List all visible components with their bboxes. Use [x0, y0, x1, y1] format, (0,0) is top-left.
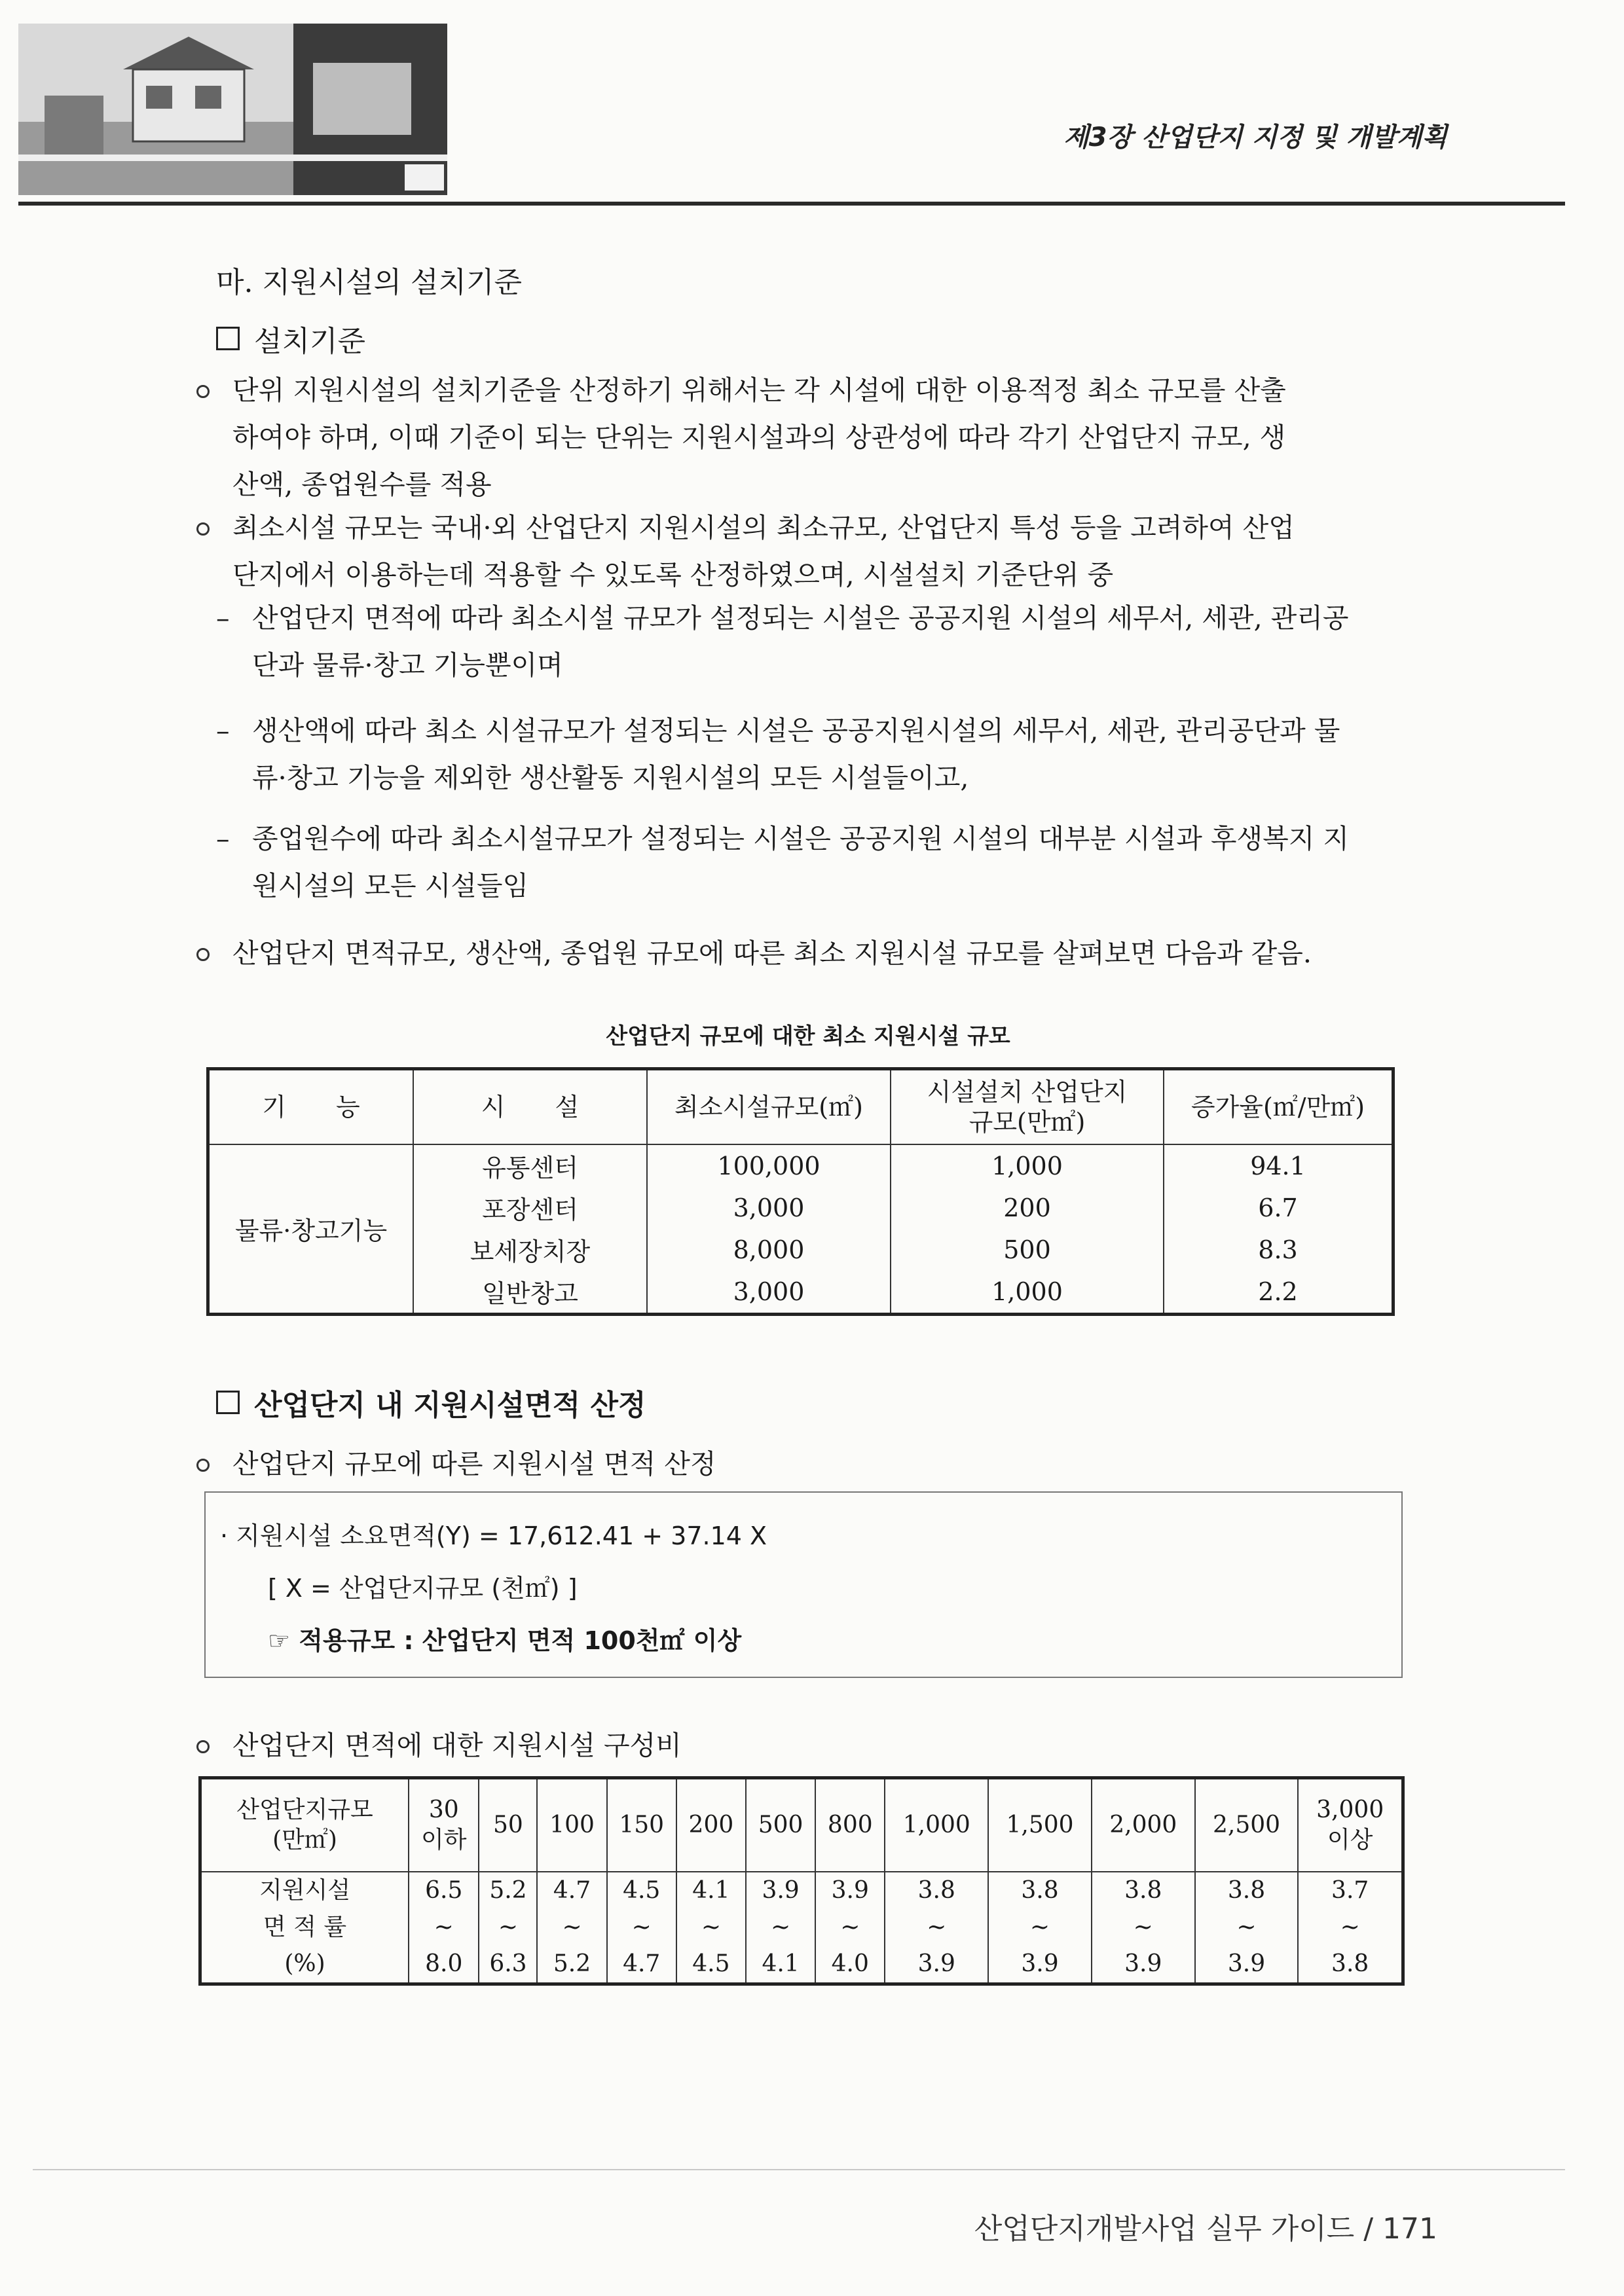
range-max: 4.0 — [831, 1950, 869, 1977]
range-max: 3.8 — [1331, 1950, 1369, 1977]
column-header: 500 — [746, 1778, 815, 1872]
column-header: 2,000 — [1092, 1778, 1195, 1872]
bullet-area-calc — [196, 1440, 1414, 1487]
table-caption — [0, 1018, 1624, 1050]
subsection-heading-area — [216, 1381, 646, 1423]
header-line: 지원시설 — [259, 1877, 351, 1904]
table-cell: 유통센터 — [413, 1144, 647, 1187]
range-min: 3.7 — [1331, 1877, 1369, 1904]
column-header — [409, 1778, 479, 1872]
range-tilde: ~ — [771, 1914, 791, 1941]
table-cell: 8,000 — [647, 1229, 891, 1271]
circle-bullet-icon — [196, 1740, 210, 1753]
table-cell: 8.3 — [1164, 1229, 1393, 1271]
circle-bullet-icon — [196, 1459, 210, 1472]
subsection-heading-text: 설치기준 — [254, 325, 366, 358]
range-cell — [676, 1872, 746, 1984]
header-line: 면 적 률 — [263, 1914, 347, 1941]
footer-rule — [33, 2169, 1565, 2170]
paragraph-line: 단위 지원시설의 설치기준을 산정하기 위해서는 각 시설에 대한 이용적정 최소 규모를 산출 — [232, 374, 1286, 406]
paragraph-1 — [196, 367, 1414, 508]
formula-box — [204, 1491, 1403, 1678]
circle-bullet-icon — [196, 948, 210, 961]
paragraph-line: 산업단지 면적규모, 생산액, 종업원 규모에 따른 최소 지원시설 규모를 살펴보면 다음과 같음. — [232, 938, 1312, 969]
dash-marker: – — [216, 823, 230, 854]
formula-variable-line: [ X = 산업단지규모 (천㎡) ] — [268, 1574, 578, 1603]
chapter-title: 제3장 산업단지 지정 및 개발계획 — [1063, 122, 1447, 153]
paragraph-line: 최소시설 규모는 국내·외 산업단지 지원시설의 최소규모, 산업단지 특성 등을 고려하여 산업 — [232, 512, 1295, 543]
table-cell: 500 — [891, 1229, 1164, 1271]
range-min: 3.9 — [762, 1877, 800, 1904]
paragraph-2 — [196, 504, 1414, 598]
table-row — [208, 1144, 1393, 1187]
range-min: 4.1 — [692, 1877, 730, 1904]
paragraph-line: 종업원수에 따라 최소시설규모가 설정되는 시설은 공공지원 시설의 대부분 시설과 후생복지 지 — [252, 823, 1349, 854]
paragraph-line: 하여야 하며, 이때 기준이 되는 단위는 지원시설과의 상관성에 따라 각기 산업단지 규모, 생 — [232, 422, 1286, 453]
range-max: 8.0 — [425, 1950, 463, 1977]
table-cell: 1,000 — [891, 1271, 1164, 1315]
subsection-heading-text: 산업단지 내 지원시설면적 산정 — [254, 1389, 646, 1422]
range-cell — [988, 1872, 1092, 1984]
table-header-complex-size — [891, 1069, 1164, 1144]
range-tilde: ~ — [631, 1914, 652, 1941]
header-line: 이상 — [1327, 1827, 1373, 1853]
range-cell — [607, 1872, 676, 1984]
range-min: 3.8 — [917, 1877, 955, 1904]
range-tilde: ~ — [434, 1914, 454, 1941]
table-caption-text: 산업단지 규모에 대한 최소 지원시설 규모 — [606, 1023, 1010, 1049]
paragraph-line: 산업단지 면적에 대한 지원시설 구성비 — [232, 1730, 682, 1761]
column-header: 100 — [537, 1778, 606, 1872]
paragraph-4 — [216, 707, 1414, 801]
table-cell: 보세장치장 — [413, 1229, 647, 1271]
column-header: 2,500 — [1195, 1778, 1299, 1872]
column-header: 1,500 — [988, 1778, 1092, 1872]
header-line: 산업단지규모 — [236, 1796, 373, 1823]
range-max: 3.9 — [1021, 1950, 1059, 1977]
paragraph-6 — [196, 930, 1428, 977]
formula-line: · 지원시설 소요면적(Y) = 17,612.41 + 37.14 X — [220, 1522, 767, 1550]
column-header: 50 — [479, 1778, 537, 1872]
range-cell — [746, 1872, 815, 1984]
range-tilde: ~ — [1236, 1914, 1257, 1941]
table-cell: 200 — [891, 1187, 1164, 1229]
range-cell — [815, 1872, 885, 1984]
paragraph-line: 산업단지 면적에 따라 최소시설 규모가 설정되는 시설은 공공지원 시설의 세무서, 세관, 관리공 — [252, 602, 1349, 634]
page-footer: 산업단지개발사업 실무 가이드 / 171 — [974, 2212, 1437, 2246]
table-cell: 6.7 — [1164, 1187, 1393, 1229]
circle-bullet-icon — [196, 522, 210, 536]
range-tilde: ~ — [840, 1914, 860, 1941]
subsection-heading-criteria — [216, 318, 365, 359]
paragraph-line: 산업단지 규모에 따른 지원시설 면적 산정 — [232, 1448, 716, 1480]
range-tilde: ~ — [701, 1914, 721, 1941]
range-tilde: ~ — [562, 1914, 582, 1941]
header-line: (만㎡) — [272, 1827, 337, 1853]
row-header-scale — [200, 1778, 409, 1872]
range-min: 4.7 — [553, 1877, 591, 1904]
header-line: 이하 — [420, 1827, 467, 1853]
circle-bullet-icon — [196, 385, 210, 398]
column-header — [1298, 1778, 1403, 1872]
range-max: 4.1 — [762, 1950, 800, 1977]
table-cell: 3,000 — [647, 1271, 891, 1315]
range-min: 6.5 — [425, 1877, 463, 1904]
table-cell: 3,000 — [647, 1187, 891, 1229]
range-max: 6.3 — [489, 1950, 527, 1977]
column-header: 1,000 — [885, 1778, 988, 1872]
header-line: 30 — [428, 1796, 459, 1823]
table-cell: 1,000 — [891, 1144, 1164, 1187]
row-header-ratio — [200, 1872, 409, 1984]
range-max: 5.2 — [553, 1950, 591, 1977]
header-line: 시설설치 산업단지 — [927, 1077, 1128, 1106]
range-max: 3.9 — [917, 1950, 955, 1977]
header-line: 3,000 — [1316, 1796, 1384, 1823]
min-facility-table — [206, 1067, 1395, 1316]
range-tilde: ~ — [1029, 1914, 1050, 1941]
table-header-rate: 증가율(㎡/만㎡) — [1164, 1069, 1393, 1144]
range-tilde: ~ — [927, 1914, 947, 1941]
range-tilde: ~ — [1133, 1914, 1153, 1941]
paragraph-line: 류·창고 기능을 제외한 생산활동 지원시설의 모든 시설들이고, — [252, 762, 969, 793]
table-header-function: 기 능 — [208, 1069, 414, 1144]
building-illustration — [18, 24, 447, 195]
paragraph-line: 단지에서 이용하는데 적용할 수 있도록 산정하였으며, 시설설치 기준단위 중 — [232, 559, 1114, 591]
table-cell: 일반창고 — [413, 1271, 647, 1315]
header-line: 규모(만㎡) — [969, 1107, 1086, 1137]
range-tilde: ~ — [498, 1914, 519, 1941]
range-max: 4.5 — [692, 1950, 730, 1977]
range-max: 4.7 — [623, 1950, 661, 1977]
checkbox-icon — [216, 327, 240, 350]
area-ratio-table — [198, 1776, 1405, 1986]
table-header-row — [200, 1778, 1403, 1872]
range-min: 5.2 — [489, 1877, 527, 1904]
dash-marker: – — [216, 715, 230, 746]
range-min: 3.8 — [1124, 1877, 1162, 1904]
paragraph-5 — [216, 815, 1414, 909]
formula-scope-line: ☞ 적용규모 : 산업단지 면적 100천㎡ 이상 — [268, 1626, 742, 1655]
bullet-area-ratio — [196, 1722, 1414, 1769]
range-cell — [1195, 1872, 1299, 1984]
range-cell — [409, 1872, 479, 1984]
paragraph-3 — [216, 594, 1414, 689]
range-min: 4.5 — [623, 1877, 661, 1904]
table-header-facility: 시 설 — [413, 1069, 647, 1144]
table-row — [200, 1872, 1403, 1984]
header-rule — [18, 202, 1565, 206]
paragraph-line: 원시설의 모든 시설들임 — [252, 870, 529, 902]
column-header: 200 — [676, 1778, 746, 1872]
column-header: 150 — [607, 1778, 676, 1872]
range-cell — [537, 1872, 606, 1984]
range-cell — [1092, 1872, 1195, 1984]
range-max: 3.9 — [1227, 1950, 1266, 1977]
paragraph-line: 생산액에 따라 최소 시설규모가 설정되는 시설은 공공지원시설의 세무서, 세관, 관리공단과 물 — [252, 715, 1340, 746]
checkbox-icon — [216, 1391, 240, 1414]
range-max: 3.9 — [1124, 1950, 1162, 1977]
section-title: 마. 지원시설의 설치기준 — [216, 266, 522, 299]
paragraph-line: 단과 물류·창고 기능뿐이며 — [252, 649, 563, 681]
table-cell: 포장센터 — [413, 1187, 647, 1229]
range-tilde: ~ — [1340, 1914, 1360, 1941]
range-min: 3.9 — [831, 1877, 869, 1904]
range-cell — [1298, 1872, 1403, 1984]
range-cell — [885, 1872, 988, 1984]
table-header-min-size: 최소시설규모(㎡) — [647, 1069, 891, 1144]
range-min: 3.8 — [1021, 1877, 1059, 1904]
column-header: 800 — [815, 1778, 885, 1872]
dash-marker: – — [216, 602, 230, 634]
range-cell — [479, 1872, 537, 1984]
range-min: 3.8 — [1227, 1877, 1266, 1904]
group-cell: 물류·창고기능 — [208, 1144, 414, 1315]
paragraph-line: 산액, 종업원수를 적용 — [232, 469, 492, 500]
table-cell: 100,000 — [647, 1144, 891, 1187]
header-line: (%) — [284, 1950, 325, 1977]
table-cell: 94.1 — [1164, 1144, 1393, 1187]
table-cell: 2.2 — [1164, 1271, 1393, 1315]
header-photo — [18, 24, 447, 195]
